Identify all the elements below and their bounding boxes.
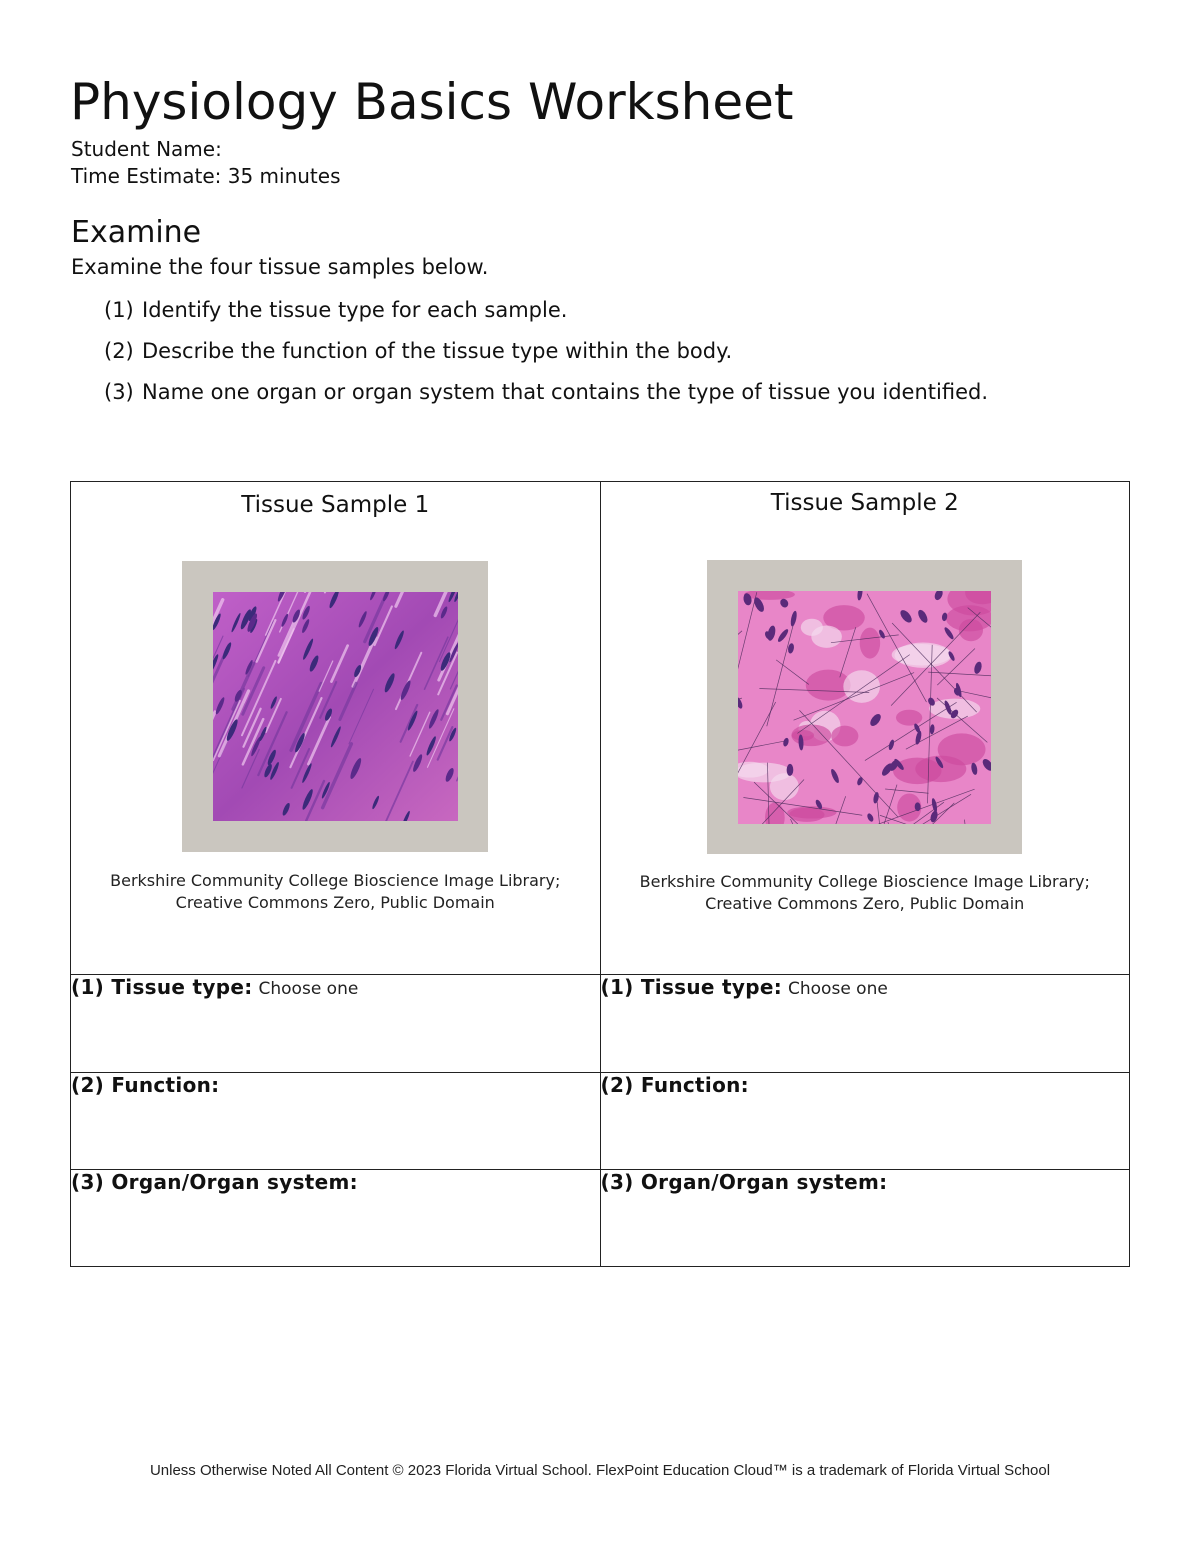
sample-1-image-frame <box>182 561 488 852</box>
credit-line: Creative Commons Zero, Public Domain <box>705 894 1025 913</box>
tissue-type-dropdown[interactable]: Choose one <box>788 979 888 999</box>
tissue-type-label: (1) Tissue type: <box>600 975 783 999</box>
sample-1-micrograph <box>213 592 458 821</box>
instruction-text: Name one organ or organ system that contains the type of tissue you identified. <box>142 380 988 404</box>
credit-line: Berkshire Community College Bioscience Image Library; <box>639 872 1090 891</box>
sample-1-image-credit <box>71 870 600 914</box>
instruction-text: Describe the function of the tissue type within the body. <box>142 339 733 363</box>
sample-1-title: Tissue Sample 1 <box>241 492 430 518</box>
sample-1-organ-field[interactable] <box>71 1170 601 1267</box>
instruction-list <box>104 296 988 419</box>
tissue-type-dropdown[interactable]: Choose one <box>258 979 359 999</box>
sample-2-image-frame <box>707 560 1022 854</box>
sample-2-tissue-type-field <box>600 975 1130 1073</box>
instruction-text: Identify the tissue type for each sample. <box>142 298 568 322</box>
sample-2-image-cell <box>600 482 1130 975</box>
copyright-footer: Unless Otherwise Noted All Content © 2023 Florida Virtual School. FlexPoint Education Cloud™ is a trademark of Florida Virtual School <box>149 1462 1051 1479</box>
instruction-number: (2) <box>104 339 134 363</box>
sample-2-function-field[interactable] <box>600 1073 1130 1170</box>
sample-1-image-cell <box>71 482 601 975</box>
instruction-item <box>104 337 988 365</box>
sample-1-function-field[interactable] <box>71 1073 601 1170</box>
sample-2-organ-field[interactable] <box>600 1170 1130 1267</box>
function-label: (2) Function: <box>71 1073 220 1097</box>
credit-line: Creative Commons Zero, Public Domain <box>175 893 495 912</box>
instruction-item <box>104 296 988 324</box>
sample-2-image-credit <box>601 871 1130 915</box>
sample-1-tissue-type-field <box>71 975 601 1073</box>
time-estimate: Time Estimate: 35 minutes <box>71 164 341 188</box>
function-label: (2) Function: <box>600 1073 749 1097</box>
organ-label: (3) Organ/Organ system: <box>71 1170 358 1194</box>
instruction-item <box>104 378 988 406</box>
sample-2-micrograph <box>738 591 991 824</box>
examine-intro: Examine the four tissue samples below. <box>71 255 489 279</box>
page-title: Physiology Basics Worksheet <box>70 73 794 131</box>
tissue-type-label: (1) Tissue type: <box>71 975 253 999</box>
student-name-label: Student Name: <box>71 137 222 161</box>
instruction-number: (1) <box>104 298 134 322</box>
section-heading-examine: Examine <box>71 215 202 250</box>
credit-line: Berkshire Community College Bioscience Image Library; <box>110 871 561 890</box>
tissue-sample-table <box>70 481 1130 1267</box>
organ-label: (3) Organ/Organ system: <box>600 1170 888 1194</box>
sample-2-title: Tissue Sample 2 <box>770 490 959 516</box>
instruction-number: (3) <box>104 380 134 404</box>
